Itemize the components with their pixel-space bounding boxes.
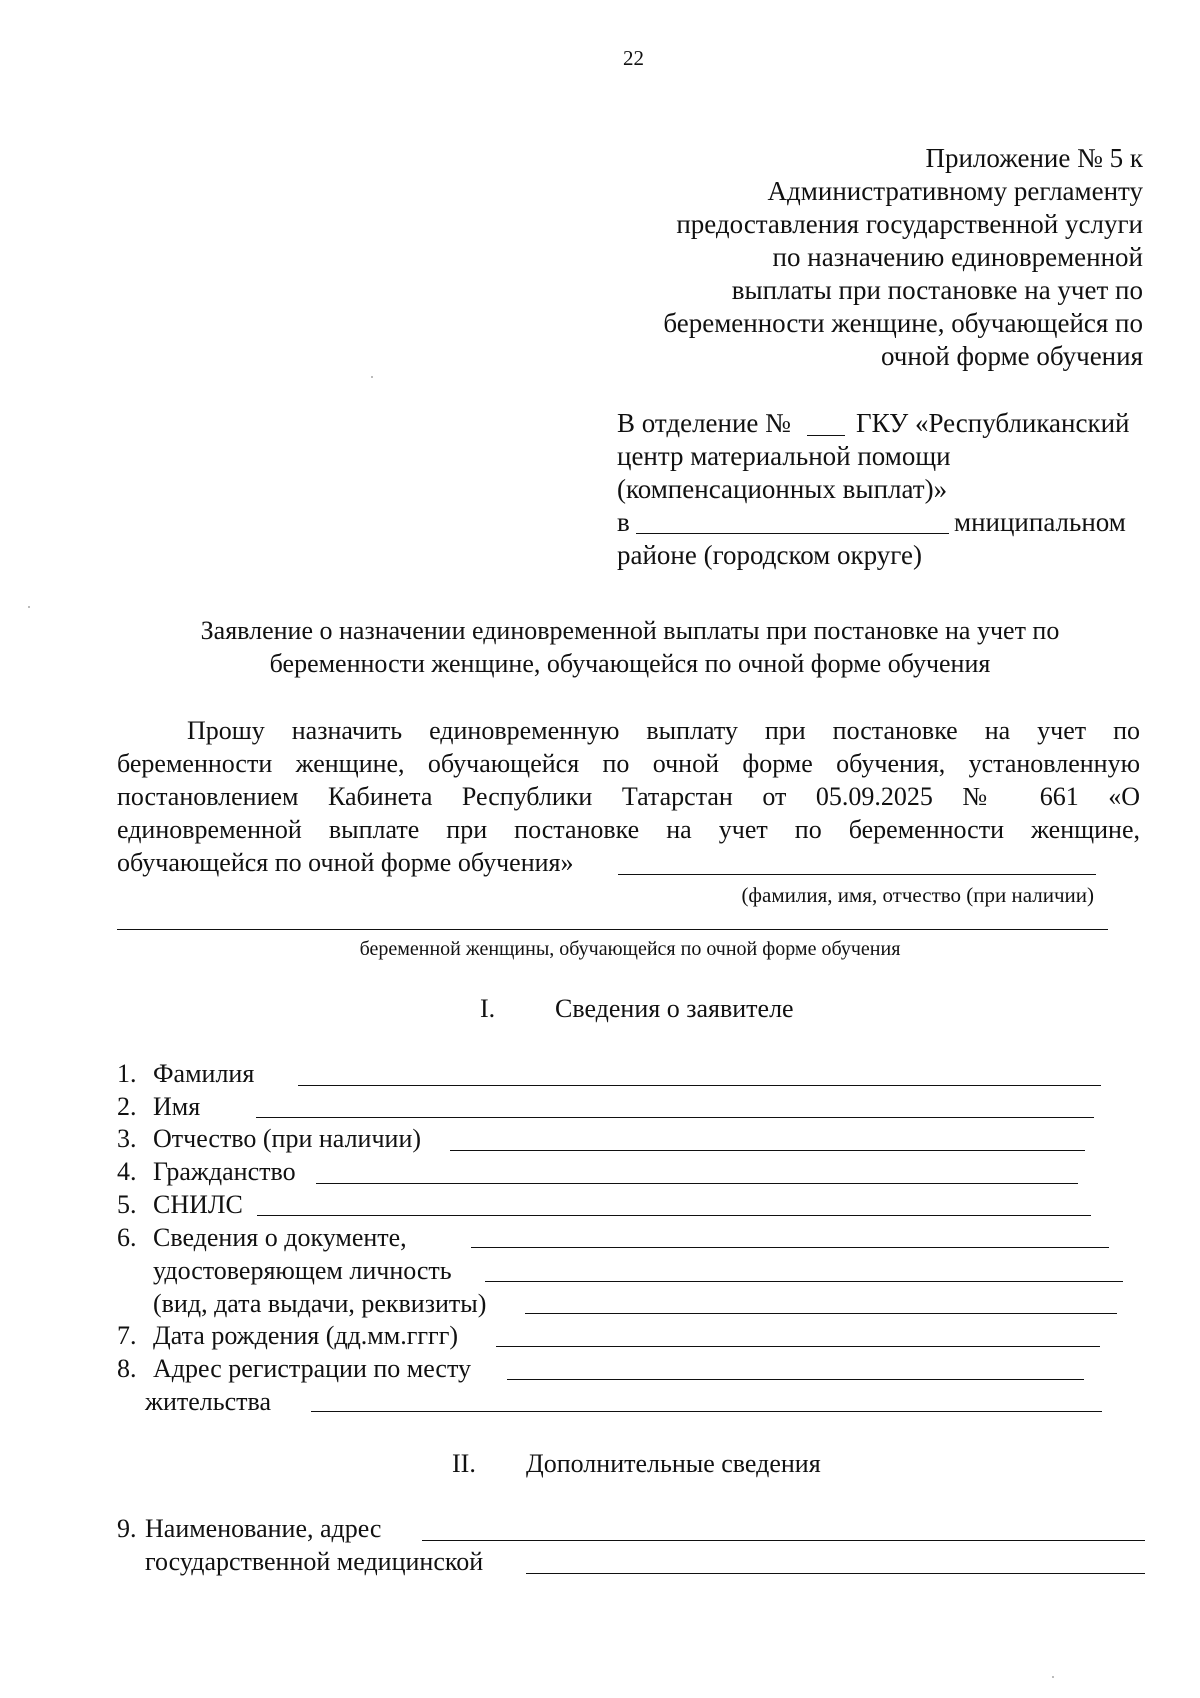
field-number: 6. (117, 1223, 137, 1252)
paragraph-line: обучающейся по очной форме обучения» (117, 848, 574, 877)
field-label-surname: Фамилия (153, 1059, 255, 1088)
document-title: Заявление о назначении единовременной выплаты при постановке на учет по (200, 616, 1060, 645)
field-label-snils: СНИЛС (153, 1190, 243, 1219)
medical-org-field-2[interactable] (526, 1573, 1145, 1574)
fio-field-continued[interactable] (117, 929, 1108, 930)
field-label-address-cont: жительства (145, 1387, 271, 1416)
appendix-line: Приложение № 5 к (925, 143, 1143, 173)
appendix-line: очной форме обучения (880, 341, 1143, 371)
addressee-district-prefix: в (617, 507, 630, 537)
appendix-line: выплаты при постановке на учет по (731, 275, 1143, 305)
field-label-address: Адрес регистрации по месту (153, 1354, 471, 1383)
section1-title: Сведения о заявителе (555, 994, 794, 1023)
paragraph-line: единовременной выплате при постановке на учет по беременности женщине, (117, 815, 1140, 844)
scan-speck (28, 606, 30, 608)
birthdate-field[interactable] (496, 1346, 1100, 1347)
appendix-line: беременности женщине, обучающейся по (663, 308, 1143, 338)
id-document-field-2[interactable] (485, 1281, 1123, 1282)
section2-numeral: II. (452, 1449, 476, 1478)
address-field[interactable] (507, 1379, 1084, 1380)
field-number: 5. (117, 1190, 137, 1219)
field-label-medical-org: Наименование, адрес (145, 1514, 382, 1543)
dept-number-field[interactable] (807, 435, 845, 436)
field-label-medical-org-cont: государственной медицинской (145, 1547, 484, 1576)
addressee-dept-prefix: В отделение № (617, 408, 791, 438)
addressee-line: районе (городском округе) (617, 540, 922, 570)
field-number: 8. (117, 1354, 137, 1383)
field-number: 4. (117, 1157, 137, 1186)
addressee-dept-suffix: ГКУ «Республиканский (856, 408, 1130, 438)
section1-numeral: I. (480, 994, 496, 1023)
field-label-patronymic: Отчество (при наличии) (153, 1124, 422, 1153)
field-label-id-document-cont: удостоверяющем личность (153, 1256, 452, 1285)
status-hint: беременной женщины, обучающейся по очной форме обучения (359, 938, 901, 960)
addressee-line: (компенсационных выплат)» (617, 474, 948, 504)
field-number: 9. (117, 1514, 137, 1543)
fio-field[interactable] (618, 874, 1096, 875)
paragraph-line: постановлением Кабинета Республики Татарстан от 05.09.2025 № 661 «О (117, 782, 1140, 811)
id-document-field[interactable] (471, 1247, 1109, 1248)
paragraph-line: Прошу назначить единовременную выплату при постановке на учет по (187, 716, 1140, 745)
paragraph-line: беременности женщине, обучающейся по очной форме обучения, установленную (117, 749, 1140, 778)
addressee-line: центр материальной помощи (617, 441, 951, 471)
section2-title: Дополнительные сведения (526, 1449, 821, 1478)
id-document-field-3[interactable] (525, 1313, 1117, 1314)
district-field[interactable] (636, 533, 949, 534)
field-number: 3. (117, 1124, 137, 1153)
field-label-id-document: Сведения о документе, (153, 1223, 407, 1252)
patronymic-field[interactable] (450, 1150, 1085, 1151)
document-title: беременности женщине, обучающейся по очной форме обучения (269, 649, 991, 678)
field-number: 7. (117, 1321, 137, 1350)
snils-field[interactable] (257, 1215, 1091, 1216)
field-label-citizenship: Гражданство (153, 1157, 296, 1186)
appendix-line: по назначению единовременной (772, 242, 1143, 272)
scan-speck (1052, 1676, 1054, 1678)
address-field-2[interactable] (311, 1411, 1102, 1412)
field-number: 1. (117, 1059, 137, 1088)
field-label-id-document-details: (вид, дата выдачи, реквизиты) (153, 1289, 487, 1318)
addressee-district-suffix: мниципальном (954, 507, 1126, 537)
name-field[interactable] (256, 1117, 1094, 1118)
field-label-birthdate: Дата рождения (дд.мм.гггг) (153, 1321, 459, 1350)
page-number: 22 (623, 46, 644, 70)
fio-hint: (фамилия, имя, отчество (при наличии) (741, 883, 1094, 907)
surname-field[interactable] (298, 1085, 1101, 1086)
medical-org-field[interactable] (422, 1540, 1145, 1541)
citizenship-field[interactable] (316, 1183, 1078, 1184)
appendix-line: предоставления государственной услуги (676, 209, 1143, 239)
field-label-name: Имя (153, 1092, 201, 1121)
appendix-line: Административному регламенту (767, 176, 1143, 206)
scan-speck (371, 376, 373, 378)
field-number: 2. (117, 1092, 137, 1121)
